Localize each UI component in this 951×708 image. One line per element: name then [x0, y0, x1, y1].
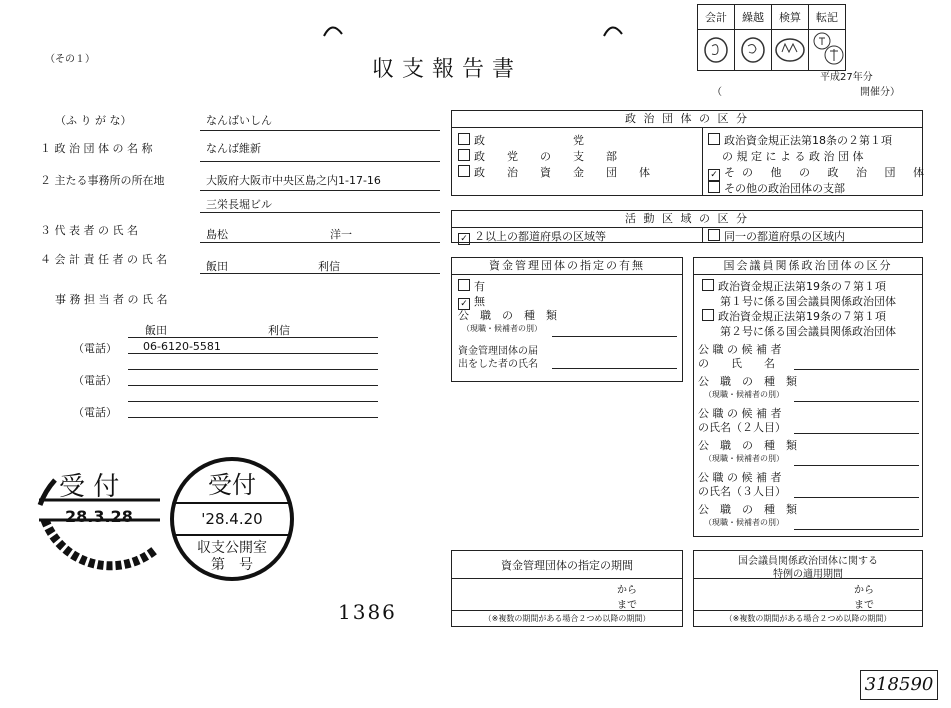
class-article18[interactable]: 政治資金規正法第18条の２第１項 — [708, 132, 892, 148]
diet-cand2b: の氏名（２人目） — [698, 421, 786, 434]
seal-accounting — [698, 30, 735, 71]
tel-label-1: （電話） — [73, 342, 117, 355]
stamp-header-accounting: 会計 — [698, 5, 735, 30]
diet-office-kind-2: 公 職 の 種 類 — [698, 439, 797, 452]
address-line1: 大阪府大阪市中央区島之内1-17-16 — [206, 174, 381, 187]
accountant-first: 利信 — [318, 260, 340, 273]
tel-label-2: （電話） — [73, 374, 117, 387]
stamp-header-record: 転記 — [809, 5, 846, 30]
stamp-header-carryover: 繰越 — [735, 5, 772, 30]
furigana-label: （ふ り が な） — [55, 114, 132, 127]
diet-opt2[interactable]: 政治資金規正法第19条の７第１項 — [702, 308, 886, 324]
activity-multi-pref[interactable]: ✓ ２以上の都道府県の区域等 — [458, 228, 606, 245]
class-party-branch[interactable]: 政 党 の 支 部 — [458, 148, 617, 164]
handwritten-number: 1386 — [338, 600, 397, 624]
activity-box — [451, 210, 923, 243]
diet-period-box — [693, 550, 923, 627]
furigana-value: なんばいしん — [206, 114, 272, 127]
punch-mark-left — [320, 18, 350, 38]
diet-cand3b: の氏名（３人目） — [698, 485, 786, 498]
diet-cand-label: 公 職 の 候 補 者 — [698, 343, 782, 356]
representative-last: 島松 — [206, 228, 228, 241]
class-party[interactable]: 政 党 — [458, 132, 584, 148]
clerk-first: 利信 — [268, 324, 290, 337]
activity-title: 活 動 区 域 の 区 分 — [452, 211, 922, 228]
diet-cand3: 公 職 の 候 補 者 — [698, 471, 782, 484]
reception-2-date: '28.4.20 — [201, 510, 263, 528]
diet-opt1[interactable]: 政治資金規正法第19条の７第１項 — [702, 278, 886, 294]
diet-office-kind-1: 公 職 の 種 類 — [698, 375, 797, 388]
diet-cand-label2: の 氏 名 — [698, 357, 775, 370]
fund-office-kind: 公 職 の 種 類 — [458, 309, 557, 322]
clerk-last: 飯田 — [145, 324, 167, 337]
page-title: 収支報告書 — [372, 57, 523, 82]
fund-period-note: （※複数の期間がある場合２つめ以降の期間） — [483, 614, 651, 623]
stamp-header-check: 検算 — [772, 5, 809, 30]
report-year: 平成27年分 — [820, 72, 873, 83]
diet-period-note: （※複数の期間がある場合２つめ以降の期間） — [724, 614, 892, 623]
punch-mark-right — [600, 18, 630, 38]
accountant-last: 飯田 — [206, 260, 228, 273]
reception-stamp-1 — [35, 460, 175, 580]
kaisai-open: （ — [712, 87, 722, 98]
class-fund-org[interactable]: 政 治 資 金 団 体 — [458, 164, 650, 180]
class-other[interactable]: ✓ その 他 の 政 治 団 体 — [708, 164, 931, 181]
fund-mgmt-yes[interactable]: 有 — [458, 278, 485, 294]
class-article18-cont: の 規 定 に よ る 政 治 団 体 — [722, 150, 864, 163]
classification-box — [451, 110, 931, 196]
fund-notifier-2: 出をした者の氏名 — [458, 359, 538, 370]
reception-2-label: 受付 — [208, 471, 256, 499]
reception-2-num: 第 号 — [211, 557, 253, 573]
diet-period-title2: 特例の適用期間 — [773, 569, 843, 580]
seal-carryover — [735, 30, 772, 71]
diet-office-sub-2: （現職・候補者の別） — [704, 454, 784, 463]
approval-stamp-box — [697, 4, 846, 71]
fund-notifier: 資金管理団体の届 — [458, 346, 538, 357]
reception-1-date: 28.3.28 — [65, 507, 133, 526]
fund-office-kind-sub: （現職・候補者の別） — [462, 324, 542, 333]
representative-first: 洋一 — [330, 228, 352, 241]
org-name-value: なんば維新 — [206, 142, 261, 155]
reception-stamp-2 — [168, 455, 296, 583]
diet-cand2: 公 職 の 候 補 者 — [698, 407, 782, 420]
fund-mgmt-box — [451, 257, 683, 382]
address-label: ２ 主たる事務所の所在地 — [40, 174, 165, 187]
fund-mgmt-title: 資金管理団体の指定の有無 — [452, 258, 682, 275]
tel-value-1: 06-6120-5581 — [143, 340, 221, 353]
representative-label: ３ 代 表 者 の 氏 名 — [40, 224, 138, 237]
diet-box — [693, 257, 923, 537]
document-id-box: 318590 — [860, 670, 938, 700]
reception-2-office: 収支公開室 — [197, 540, 267, 556]
diet-period-title1: 国会議員関係政治団体に関する — [738, 556, 878, 567]
activity-single-pref[interactable]: 同一の都道府県の区域内 — [708, 228, 845, 244]
accountant-label: ４ 会 計 責 任 者 の 氏 名 — [40, 253, 167, 266]
fund-mgmt-no[interactable]: ✓ 無 — [458, 293, 485, 310]
fund-period-from: から — [617, 585, 637, 596]
seal-check — [772, 30, 809, 71]
diet-office-sub-3: （現職・候補者の別） — [704, 518, 784, 527]
diet-period-to: まで — [854, 600, 874, 611]
classification-title: 政 治 団 体 の 区 分 — [452, 111, 922, 128]
reception-1-label: 受 付 — [59, 472, 120, 502]
clerk-label: 事 務 担 当 者 の 氏 名 — [55, 293, 168, 306]
diet-opt1-cont: 第１号に係る国会議員関係政治団体 — [720, 295, 896, 308]
fund-period-to: まで — [617, 600, 637, 611]
address-line2: 三栄長堀ビル — [206, 198, 272, 211]
class-other-branch[interactable]: その他の政治団体の支部 — [708, 180, 845, 196]
diet-office-sub-1: （現職・候補者の別） — [704, 390, 784, 399]
kaisai-label: 開催分） — [860, 87, 900, 98]
diet-period-from: から — [854, 585, 874, 596]
seal-record — [809, 30, 846, 71]
fund-period-box — [451, 550, 683, 627]
tel-label-3: （電話） — [73, 406, 117, 419]
fund-period-title: 資金管理団体の指定の期間 — [501, 559, 633, 572]
diet-opt2-cont: 第２号に係る国会議員関係政治団体 — [720, 325, 896, 338]
diet-office-kind-3: 公 職 の 種 類 — [698, 503, 797, 516]
page-label: （その１） — [45, 54, 95, 65]
org-name-label: １ 政 治 団 体 の 名 称 — [40, 142, 153, 155]
diet-title: 国会議員関係政治団体の区分 — [694, 258, 922, 275]
